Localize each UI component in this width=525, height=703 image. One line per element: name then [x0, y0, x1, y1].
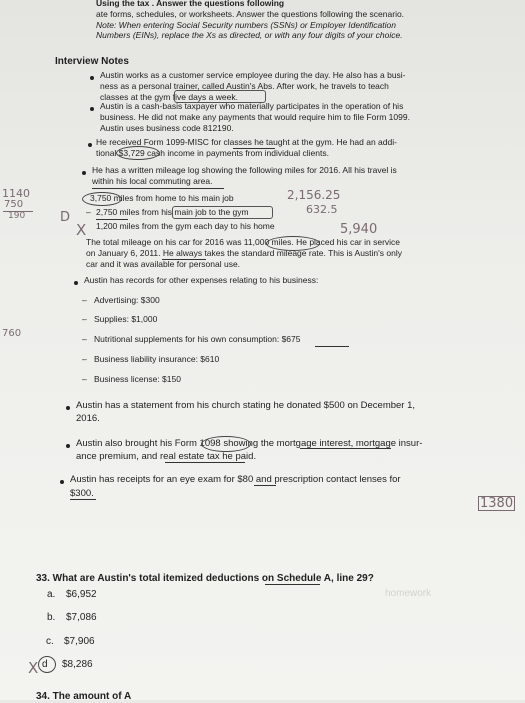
- interview-heading: Interview Notes: [55, 56, 129, 67]
- itemized-underline: [265, 584, 320, 585]
- hw-left-top: 1140: [2, 187, 30, 200]
- jan-underline: [162, 259, 206, 260]
- dash: –: [82, 334, 87, 344]
- bullet: [88, 143, 92, 147]
- b5-line: Austin has records for other expenses relating to his business:: [84, 275, 319, 285]
- b4-line1: He has a written mileage log showing the following miles for 2016. All his travel is: [92, 165, 397, 175]
- eye-underline: [254, 485, 276, 486]
- b6-line1: Austin has a statement from his church stating he donated $500 on December 1,: [76, 400, 416, 411]
- option-b-letter[interactable]: b.: [47, 612, 56, 623]
- b2-line2: business. He did not make any payments that would require him to file Form 1099.: [100, 112, 410, 122]
- b4-line2: within his local commuting area.: [92, 176, 213, 186]
- mile-item-3: 1,200 miles from the gym each day to his home: [96, 221, 275, 231]
- hw-calc2: 632.5: [306, 203, 338, 216]
- tax-underline: [165, 462, 245, 463]
- dash: –: [82, 374, 87, 384]
- mile-item-2: 2,750 miles from his main job to the gym: [96, 207, 249, 217]
- mile-underline-2: [96, 219, 128, 220]
- dash: –: [82, 354, 87, 364]
- expense-4: Business liability insurance: $610: [94, 354, 220, 364]
- b3-line1: He received Form 1099-MISC for classes he taught at the gym. He had an addi-: [96, 137, 397, 147]
- b6-line2: 2016.: [76, 413, 100, 424]
- expense-2: Supplies: $1,000: [94, 314, 158, 324]
- b8-line1: Austin has receipts for an eye exam for $80 and prescription contact lenses for: [70, 474, 401, 485]
- bullet: [90, 107, 94, 111]
- hw-760: 760: [2, 328, 22, 339]
- mile-circle-1: [82, 192, 122, 206]
- hw-boxed-1380: 1380: [480, 496, 514, 511]
- expense-5: Business license: $150: [94, 374, 181, 384]
- question-33: 33. What are Austin's total itemized deductions on Schedule A, line 29?: [36, 573, 374, 584]
- b8-line2: $300.: [70, 488, 94, 499]
- dash: –: [82, 295, 87, 305]
- option-b-value[interactable]: $7,086: [66, 612, 97, 623]
- hw-x-mark: X: [76, 221, 87, 239]
- header-line2: ate forms, schedules, or worksheets. Answer the questions following the scenario.: [96, 9, 405, 19]
- hw-calc1: 2,156.25: [287, 188, 341, 202]
- b7-line1: Austin also brought his Form 1098 showing the mortgage interest, mortgage insur-: [76, 438, 423, 449]
- mile-item-1: 3,750 miles from home to his main job: [90, 193, 234, 203]
- bullet: [66, 406, 70, 410]
- lens-underline: [70, 499, 96, 500]
- hw-calc3: 5,940: [340, 222, 378, 237]
- hw-d-mark: D: [60, 210, 71, 225]
- b7-line2: ance premium, and real estate tax he paid.: [76, 451, 257, 462]
- b1-line1: Austin works as a customer service employee during the day. He also has a busi-: [100, 70, 406, 80]
- watermark: homework: [385, 588, 432, 599]
- bullet: [82, 171, 86, 175]
- bullet: [74, 281, 78, 285]
- amount-circle: [116, 146, 160, 160]
- option-a-value[interactable]: $6,952: [66, 589, 97, 600]
- bullet: [66, 444, 70, 448]
- bullet: [90, 76, 94, 80]
- option-d-value[interactable]: $8,286: [62, 659, 93, 670]
- question-34-start: 34. The amount of A: [36, 691, 132, 702]
- hw-left-mid: 750: [4, 199, 24, 210]
- note-line2: Numbers (EINs), replace the Xs as directed, or with any four digits of your choice.: [96, 30, 403, 40]
- total-circle: [266, 236, 320, 251]
- hw-left-bot: 190: [8, 211, 26, 221]
- form-1098-circle: [201, 436, 251, 452]
- gym-underline: [233, 148, 275, 149]
- total-line1: The total mileage on his car for 2016 was 11,000 miles. He placed his car in service: [86, 237, 401, 247]
- note-line1: Note: When entering Social Security numbers (SSNs) or Employer Identification: [96, 20, 396, 30]
- option-d-letter[interactable]: d: [42, 659, 48, 670]
- b1-line2: ness as a personal trainer, called Austin's Abs. After work, he travels to teach: [100, 81, 389, 91]
- total-line2: on January 6, 2011. He always takes the standard mileage rate. This is Austin's only: [86, 248, 402, 258]
- b1-line3: classes at the gym five days a week.: [100, 92, 238, 102]
- b2-line3: Austin uses business code 812190.: [100, 123, 234, 133]
- option-c-letter[interactable]: c.: [46, 636, 54, 647]
- b3-line2: tional $3,729 cash income in payments from individual clients.: [96, 148, 329, 158]
- expense-1: Advertising: $300: [94, 295, 160, 305]
- main-job-box: [172, 206, 273, 219]
- dash: –: [82, 314, 87, 324]
- b2-line1: Austin is a cash-basis taxpayer who materially participates in the operation of his: [100, 101, 404, 111]
- option-a-letter[interactable]: a.: [47, 589, 56, 600]
- hw-x-answer: X: [28, 659, 39, 677]
- supplement-underline: [315, 346, 349, 347]
- commuting-underline: [92, 188, 224, 189]
- mortgage-underline: [300, 448, 391, 449]
- option-c-value[interactable]: $7,906: [64, 636, 95, 647]
- expense-3: Nutritional supplements for his own consumption: $675: [94, 334, 301, 344]
- dash: –: [86, 207, 91, 217]
- total-line3: car and it was available for personal use.: [86, 259, 241, 269]
- header-line1: Using the tax . Answer the questions following: [96, 0, 285, 8]
- bullet: [60, 480, 64, 484]
